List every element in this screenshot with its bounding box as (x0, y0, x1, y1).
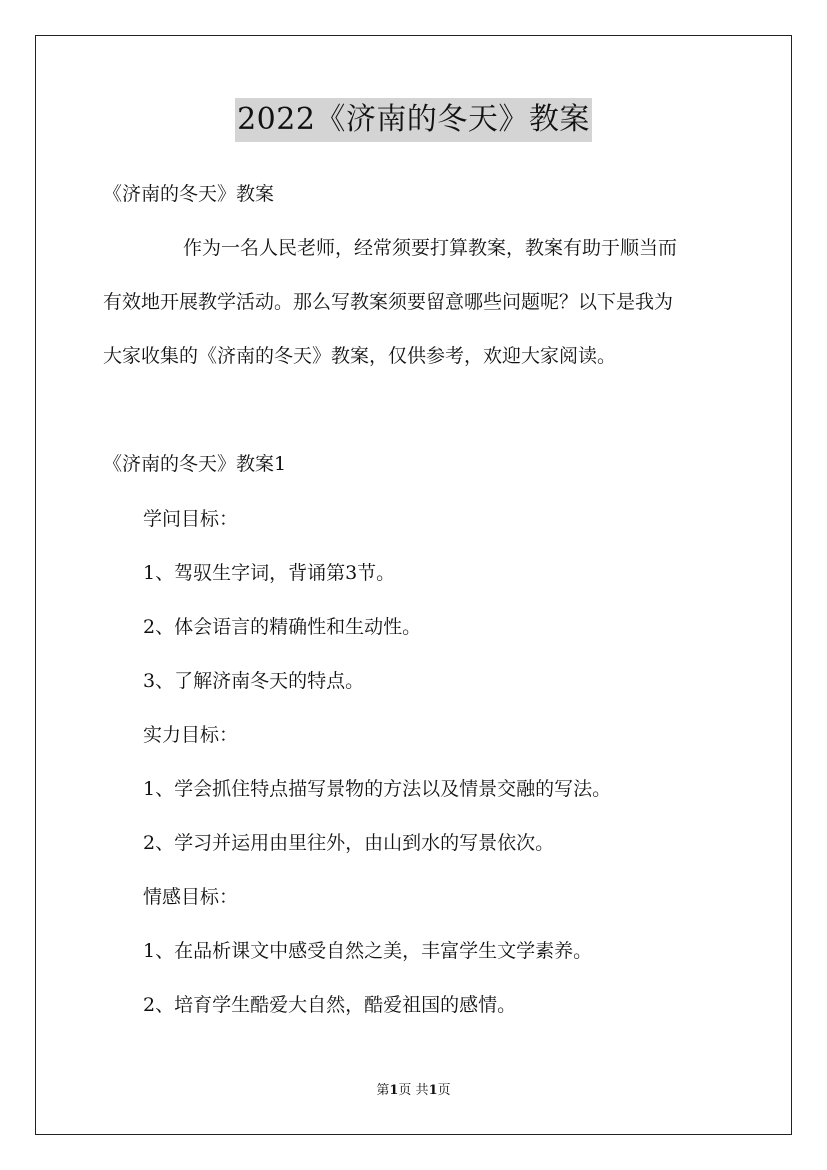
ability-goal-item: 2、学习并运用由里往外，由山到水的写景依次。 (143, 832, 555, 854)
page-suffix: 页 (437, 1083, 451, 1098)
emotion-goal-item: 2、培育学生酷爱大自然，酷爱祖国的感情。 (143, 994, 517, 1016)
document-subtitle: 《济南的冬天》教案 (103, 183, 275, 205)
knowledge-goal-item: 1、驾驭生字词，背诵第3节。 (143, 562, 396, 584)
intro-line-1: 作为一名人民老师，经常须要打算教案，教案有助于顺当而 (183, 237, 678, 259)
section-heading: 《济南的冬天》教案1 (103, 453, 287, 475)
total-page-number: 1 (428, 1083, 438, 1098)
page-footer (0, 1083, 827, 1099)
intro-line-2: 有效地开展教学活动。那么写教案须要留意哪些问题呢？以下是我为 (103, 291, 674, 313)
knowledge-goals-heading: 学问目标： (143, 508, 239, 530)
document-title: 2022《济南的冬天》教案 (235, 98, 592, 142)
page-mid: 页 共 (398, 1083, 429, 1098)
emotion-goals-heading: 情感目标： (143, 886, 239, 908)
intro-line-3: 大家收集的《济南的冬天》教案，仅供参考，欢迎大家阅读。 (103, 345, 617, 367)
knowledge-goal-item: 2、体会语言的精确性和生动性。 (143, 616, 422, 638)
page-prefix: 第 (376, 1083, 390, 1098)
title-container (0, 98, 827, 142)
ability-goals-heading: 实力目标： (143, 724, 239, 746)
emotion-goal-item: 1、在品析课文中感受自然之美，丰富学生文学素养。 (143, 940, 593, 962)
ability-goal-item: 1、学会抓住特点描写景物的方法以及情景交融的写法。 (143, 778, 612, 800)
knowledge-goal-item: 3、了解济南冬天的特点。 (143, 670, 365, 692)
current-page-number: 1 (389, 1083, 399, 1098)
